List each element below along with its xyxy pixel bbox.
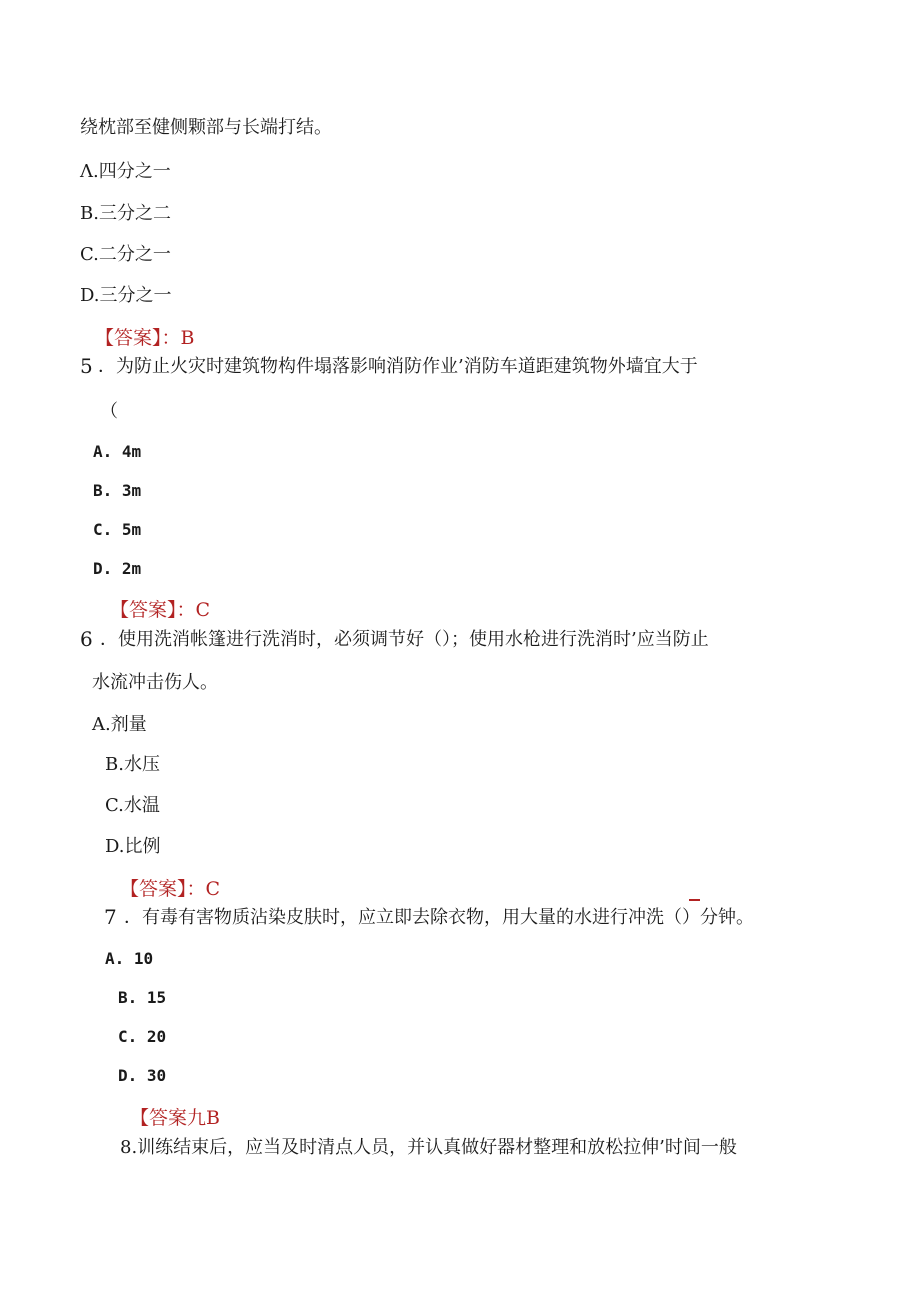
q7-text: ．有毒有害物质沾染皮肤时，应立即去除衣物，用大量的水进行冲洗（）分钟。 [124, 907, 754, 928]
q6-option-c: C.水温 [105, 795, 160, 816]
q5-option-a: A. 4m [93, 442, 142, 461]
q4-option-d: D.三分之一 [80, 285, 172, 306]
q5-option-c: C. 5m [93, 520, 142, 539]
q7-answer: 【答案九B [130, 1107, 220, 1129]
q4-continuation: 绕枕部至健侧颗部与长端打结。 [80, 117, 332, 138]
q8-text: 8.训练结束后，应当及时清点人员，并认真做好器材整理和放松拉伸’时间一般 [120, 1137, 737, 1158]
q5-answer: 【答案】：C [110, 599, 211, 621]
q5-paren: （ [100, 401, 118, 422]
q6-option-d: D.比例 [105, 836, 161, 857]
q6-number: 6 [80, 627, 93, 651]
q7-option-d: D. 30 [118, 1066, 167, 1085]
q6-option-a: A.剂量 [92, 714, 147, 735]
q4-option-a: Λ.四分之一 [80, 161, 171, 182]
q7-option-b: B. 15 [118, 988, 167, 1007]
q5-option-b: B. 3m [93, 481, 142, 500]
q7-option-a: A. 10 [105, 949, 154, 968]
q5-option-d: D. 2m [93, 559, 142, 578]
q7-option-c: C. 20 [118, 1027, 167, 1046]
q6-answer: 【答案】：C [120, 878, 221, 900]
q5-number: 5 [80, 354, 93, 378]
q5-text: ．为防止火灾时建筑物构件塌落影响消防作业’消防车道距建筑物外墙宜大于 [98, 356, 698, 377]
q6-text-continued: 水流冲击伤人。 [92, 672, 218, 693]
q6-text: ．使用洗消帐篷进行洗消时，必须调节好（）；使用水枪进行洗消时’应当防止 [100, 629, 709, 650]
q6-option-b: B.水压 [105, 754, 160, 775]
q4-answer: 【答案】：B [95, 327, 195, 349]
q7-number: 7 [104, 905, 117, 929]
q4-option-c: C.二分之一 [80, 244, 171, 265]
red-underline-mark [689, 899, 700, 901]
q4-option-b: B.三分之二 [80, 203, 171, 224]
